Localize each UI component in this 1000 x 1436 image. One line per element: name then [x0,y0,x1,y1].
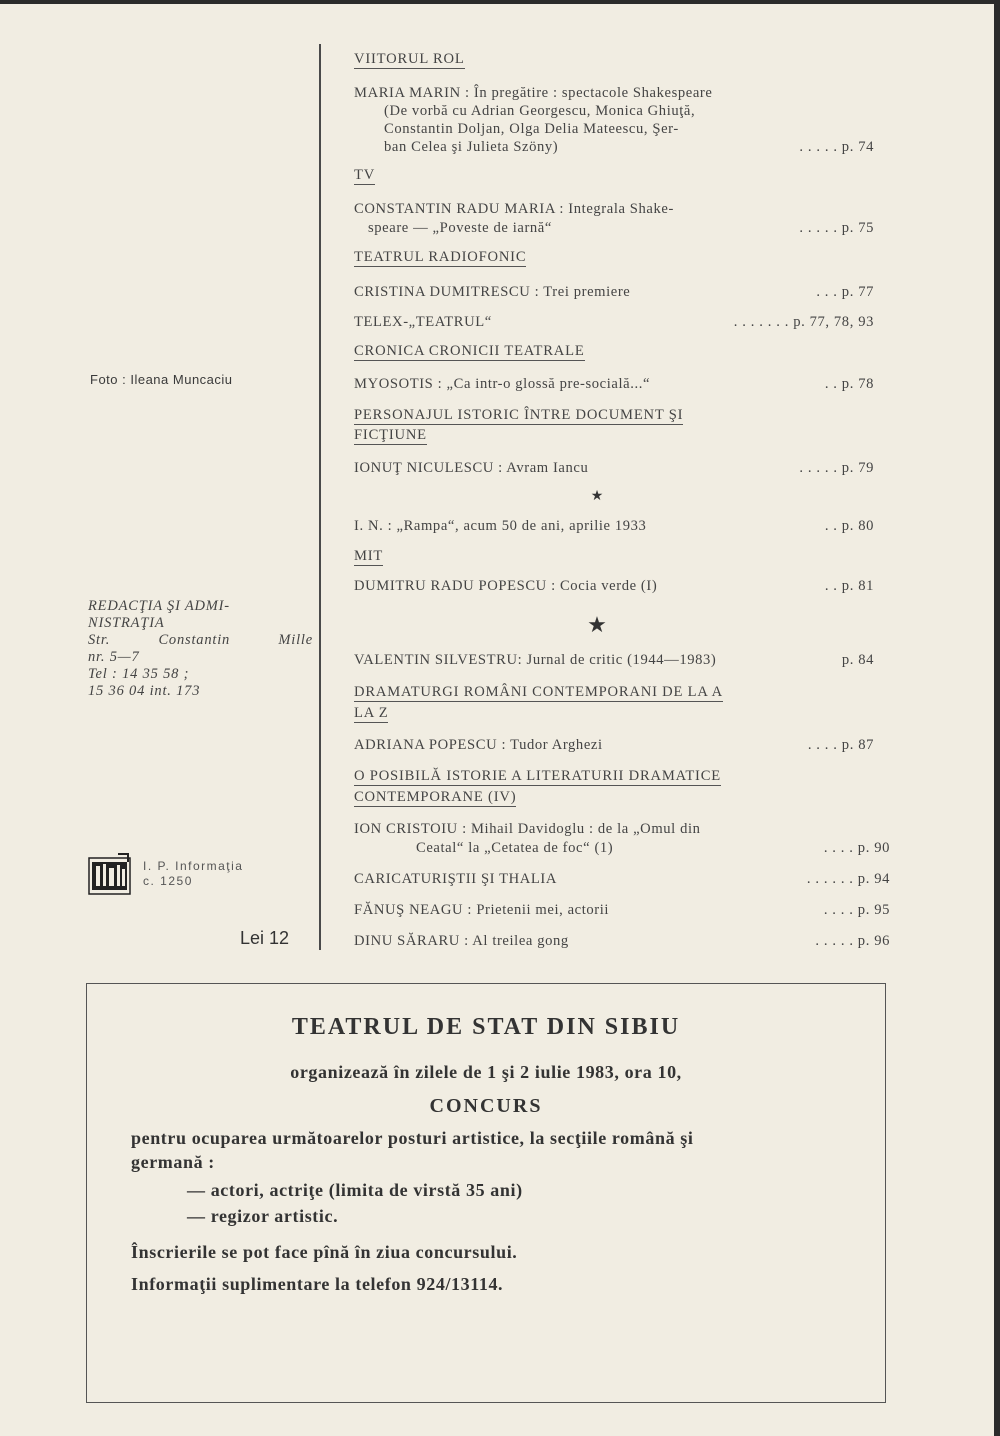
section-title: TV [354,167,376,183]
section-title: LA Z [354,705,389,721]
page-right-edge [994,0,1000,1436]
star-separator-icon: ★ [590,489,604,504]
address-word: Mille [278,632,313,648]
address-line: nr. 5—7 [88,649,140,665]
toc-entry-line: Constantin Doljan, Olga Delia Mateescu, Şer- [384,121,679,137]
toc-entry [354,578,874,595]
column-divider [319,44,321,950]
toc-entry [354,376,874,393]
toc-page-ref: . . . . p. 95 [823,902,890,918]
toc-page-ref: . . . . . p. 75 [799,220,874,236]
toc-page-ref: . . . . . p. 96 [815,933,890,949]
section-title: DRAMATURGI ROMÂNI CONTEMPORANI DE LA A [354,684,723,700]
notice-title: TEATRUL DE STAT DIN SIBIU [291,1014,681,1040]
toc-entry-title: speare — „Poveste de iarnă“ [368,220,552,236]
address-line: 15 36 04 int. 173 [88,683,201,699]
toc-page-ref: . . p. 80 [824,518,874,534]
notice-line: pentru ocuparea următoarelor posturi artistice, la secţiile română şi [131,1128,694,1148]
toc-entry-title: DINU SĂRARU : Al treilea gong [354,933,569,949]
toc-entry-title: Ceatal“ la „Cetatea de foc“ (1) [416,840,614,856]
section-title: FICŢIUNE [354,427,427,443]
toc-entry-line: MARIA MARIN : În pregătire : spectacole Shakespeare [354,85,713,101]
toc-entry-title: CARICATURIŞTII ŞI THALIA [354,871,558,887]
address-line: Tel : 14 35 58 ; [88,666,190,682]
printer-name: I. P. Informaţia [143,858,244,873]
toc-entry [354,314,874,331]
toc-entry-title: TELEX-„TEATRUL“ [354,314,492,330]
toc-page-ref: . . p. 81 [824,578,874,594]
toc-entry-title: I. N. : „Rampa“, acum 50 de ani, aprilie 1933 [354,518,647,534]
toc-page-ref: . . . . . . . p. 77, 78, 93 [733,314,874,330]
toc-entry [354,284,874,301]
toc-entry-line: CONSTANTIN RADU MARIA : Integrala Shake- [354,201,674,217]
price: Lei 12 [240,928,290,948]
toc-entry [354,652,874,669]
toc-page-ref: . . . . p. 87 [807,737,874,753]
star-separator-icon: ★ [587,612,607,637]
section-title: PERSONAJUL ISTORIC ÎNTRE DOCUMENT ŞI [354,407,684,423]
editorial-address [88,598,313,700]
toc-entry [354,460,874,477]
toc-entry [354,933,890,950]
toc-page-ref: p. 84 [841,652,874,668]
toc-entry-title: VALENTIN SILVESTRU: Jurnal de critic (1944—1983) [354,652,717,668]
section-title: VIITORUL ROL [354,51,465,67]
notice-line: Înscrierile se pot face pînă în ziua concursului. [131,1242,518,1262]
notice-line: — actori, actriţe (limita de virstă 35 ani) [187,1180,523,1200]
toc-entry-title: CRISTINA DUMITRESCU : Trei premiere [354,284,631,300]
toc-entry-title: ADRIANA POPESCU : Tudor Arghezi [354,737,603,753]
toc-entry [354,518,874,535]
section-title: O POSIBILĂ ISTORIE A LITERATURII DRAMATICE [354,768,721,784]
toc-entry-line: (De vorbă cu Adrian Georgescu, Monica Ghiuţă, [384,103,696,119]
notice-line: Informaţii suplimentare la telefon 924/13114. [131,1274,504,1294]
section-title: MIT [354,548,384,564]
toc-entry-title: MYOSOTIS : „Ca intr-o glossă pre-socială...“ [354,376,651,392]
toc-page-ref: . . . . . p. 79 [799,460,874,476]
toc-entry [354,902,890,919]
toc-entry [354,871,890,888]
toc-page-ref: . . p. 78 [824,376,874,392]
competition-notice [86,983,886,1403]
printer-order: c. 1250 [143,873,193,888]
toc-entry [354,737,874,754]
address-line: NISTRAŢIA [88,615,165,631]
toc-entry [384,139,874,156]
notice-line: germană : [131,1152,215,1172]
section-title: CRONICA CRONICII TEATRALE [354,343,585,359]
page-top-edge [0,0,1000,4]
toc-entry-title: IONUŢ NICULESCU : Avram Iancu [354,460,589,476]
section-title: CONTEMPORANE (IV) [354,789,517,805]
toc-page-ref: . . . . . . p. 94 [806,871,890,887]
section-title: TEATRUL RADIOFONIC [354,249,527,265]
notice-line: organizează în zilele de 1 şi 2 iulie 1983, ora 10, [290,1062,682,1082]
notice-line: — regizor artistic. [187,1206,339,1226]
notice-heading: CONCURS [429,1095,543,1117]
address-word: Constantin [158,632,231,648]
printer-imprint [88,852,288,895]
address-line [88,632,313,649]
toc-entry-title: DUMITRU RADU POPESCU : Cocia verde (I) [354,578,658,594]
toc-entry-line: ION CRISTOIU : Mihail Davidoglu : de la „Omul din [354,821,701,837]
printer-logo-icon [88,852,131,895]
photo-credit: Foto : Ileana Muncaciu [90,372,233,387]
address-word: Str. [88,632,111,648]
toc-entry [416,840,890,857]
toc-page-ref: . . . p. 77 [816,284,874,300]
toc-entry-title: FĂNUŞ NEAGU : Prietenii mei, actorii [354,902,610,918]
address-line: REDACŢIA ŞI ADMI- [88,598,230,614]
toc-page-ref: . . . . . p. 74 [799,139,874,155]
toc-entry-title: ban Celea şi Julieta Szöny) [384,139,559,155]
toc-page-ref: . . . . p. 90 [823,840,890,856]
toc-entry [368,220,874,237]
